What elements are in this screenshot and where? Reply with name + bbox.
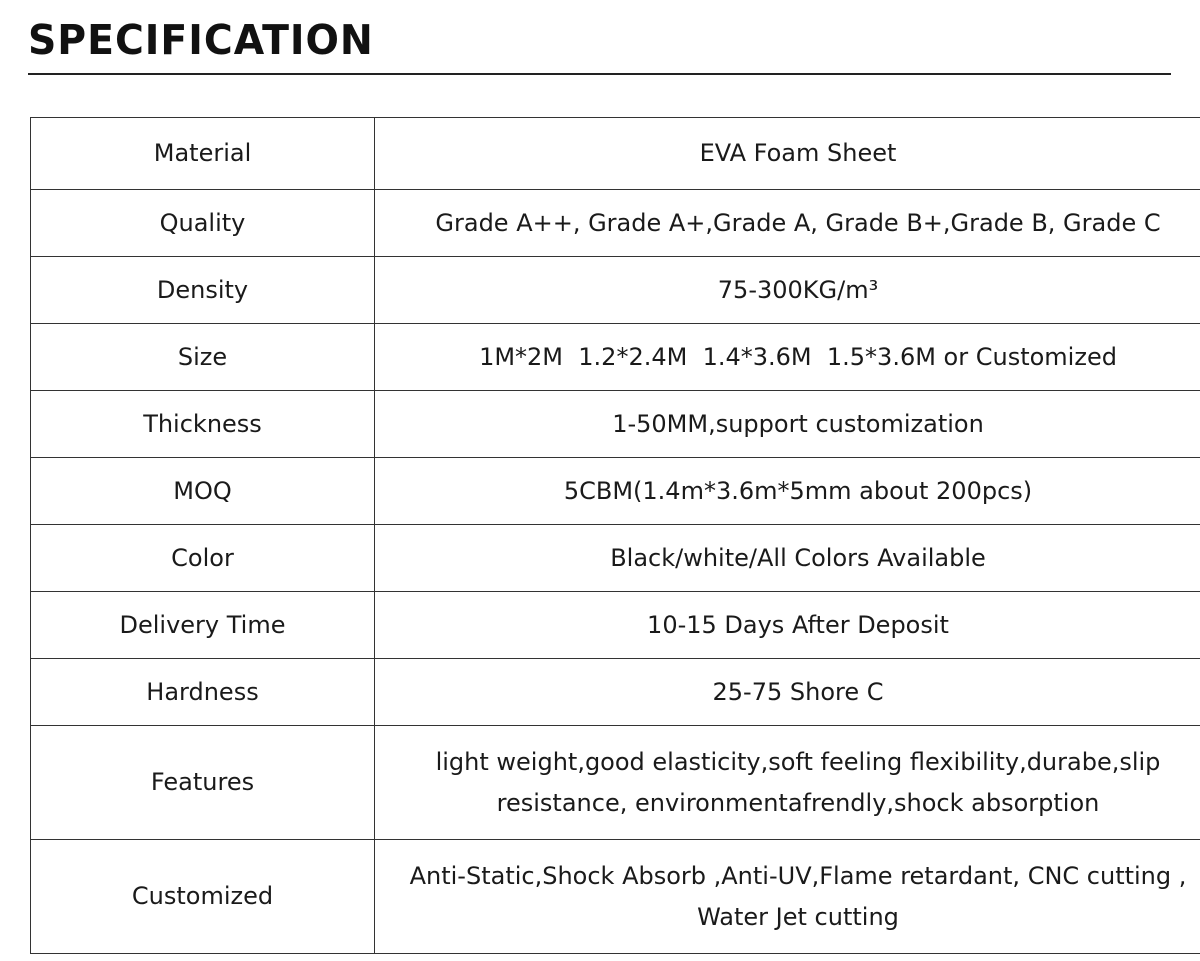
- table-row-features: [31, 726, 1200, 840]
- row-value: EVA Foam Sheet: [375, 118, 1200, 190]
- table-row-density: [31, 257, 1200, 324]
- row-value: Black/white/All Colors Available: [375, 525, 1200, 592]
- row-value: light weight,good elasticity,soft feeling flexibility,durabe,slip resistance, environmentafrendly,shock absorption: [375, 726, 1200, 840]
- row-label: Quality: [31, 190, 375, 257]
- row-value: 25-75 Shore C: [375, 659, 1200, 726]
- specification-table: [30, 117, 1200, 954]
- table-row-delivery-time: [31, 592, 1200, 659]
- row-label: Density: [31, 257, 375, 324]
- row-label: Delivery Time: [31, 592, 375, 659]
- table-row-moq: [31, 458, 1200, 525]
- row-label: Material: [31, 118, 375, 190]
- table-row-color: [31, 525, 1200, 592]
- row-value: Grade A++, Grade A+,Grade A, Grade B+,Grade B, Grade C: [375, 190, 1200, 257]
- table-row-size: [31, 324, 1200, 391]
- row-label: Color: [31, 525, 375, 592]
- row-value: 1M*2M 1.2*2.4M 1.4*3.6M 1.5*3.6M or Customized: [375, 324, 1200, 391]
- row-label: Features: [31, 726, 375, 840]
- row-label: Size: [31, 324, 375, 391]
- table-row-quality: [31, 190, 1200, 257]
- table-row-material: [31, 118, 1200, 190]
- row-value: 10-15 Days After Deposit: [375, 592, 1200, 659]
- table-row-hardness: [31, 659, 1200, 726]
- row-value: 5CBM(1.4m*3.6m*5mm about 200pcs): [375, 458, 1200, 525]
- row-value: Anti-Static,Shock Absorb ,Anti-UV,Flame retardant, CNC cutting , Water Jet cutting: [375, 840, 1200, 954]
- row-value: 75-300KG/m³: [375, 257, 1200, 324]
- title-divider: [28, 73, 1171, 75]
- row-label: Hardness: [31, 659, 375, 726]
- page-title: SPECIFICATION: [28, 16, 374, 64]
- row-label: Thickness: [31, 391, 375, 458]
- table-row-thickness: [31, 391, 1200, 458]
- row-value: 1-50MM,support customization: [375, 391, 1200, 458]
- row-label: MOQ: [31, 458, 375, 525]
- row-label: Customized: [31, 840, 375, 954]
- table-row-customized: [31, 840, 1200, 954]
